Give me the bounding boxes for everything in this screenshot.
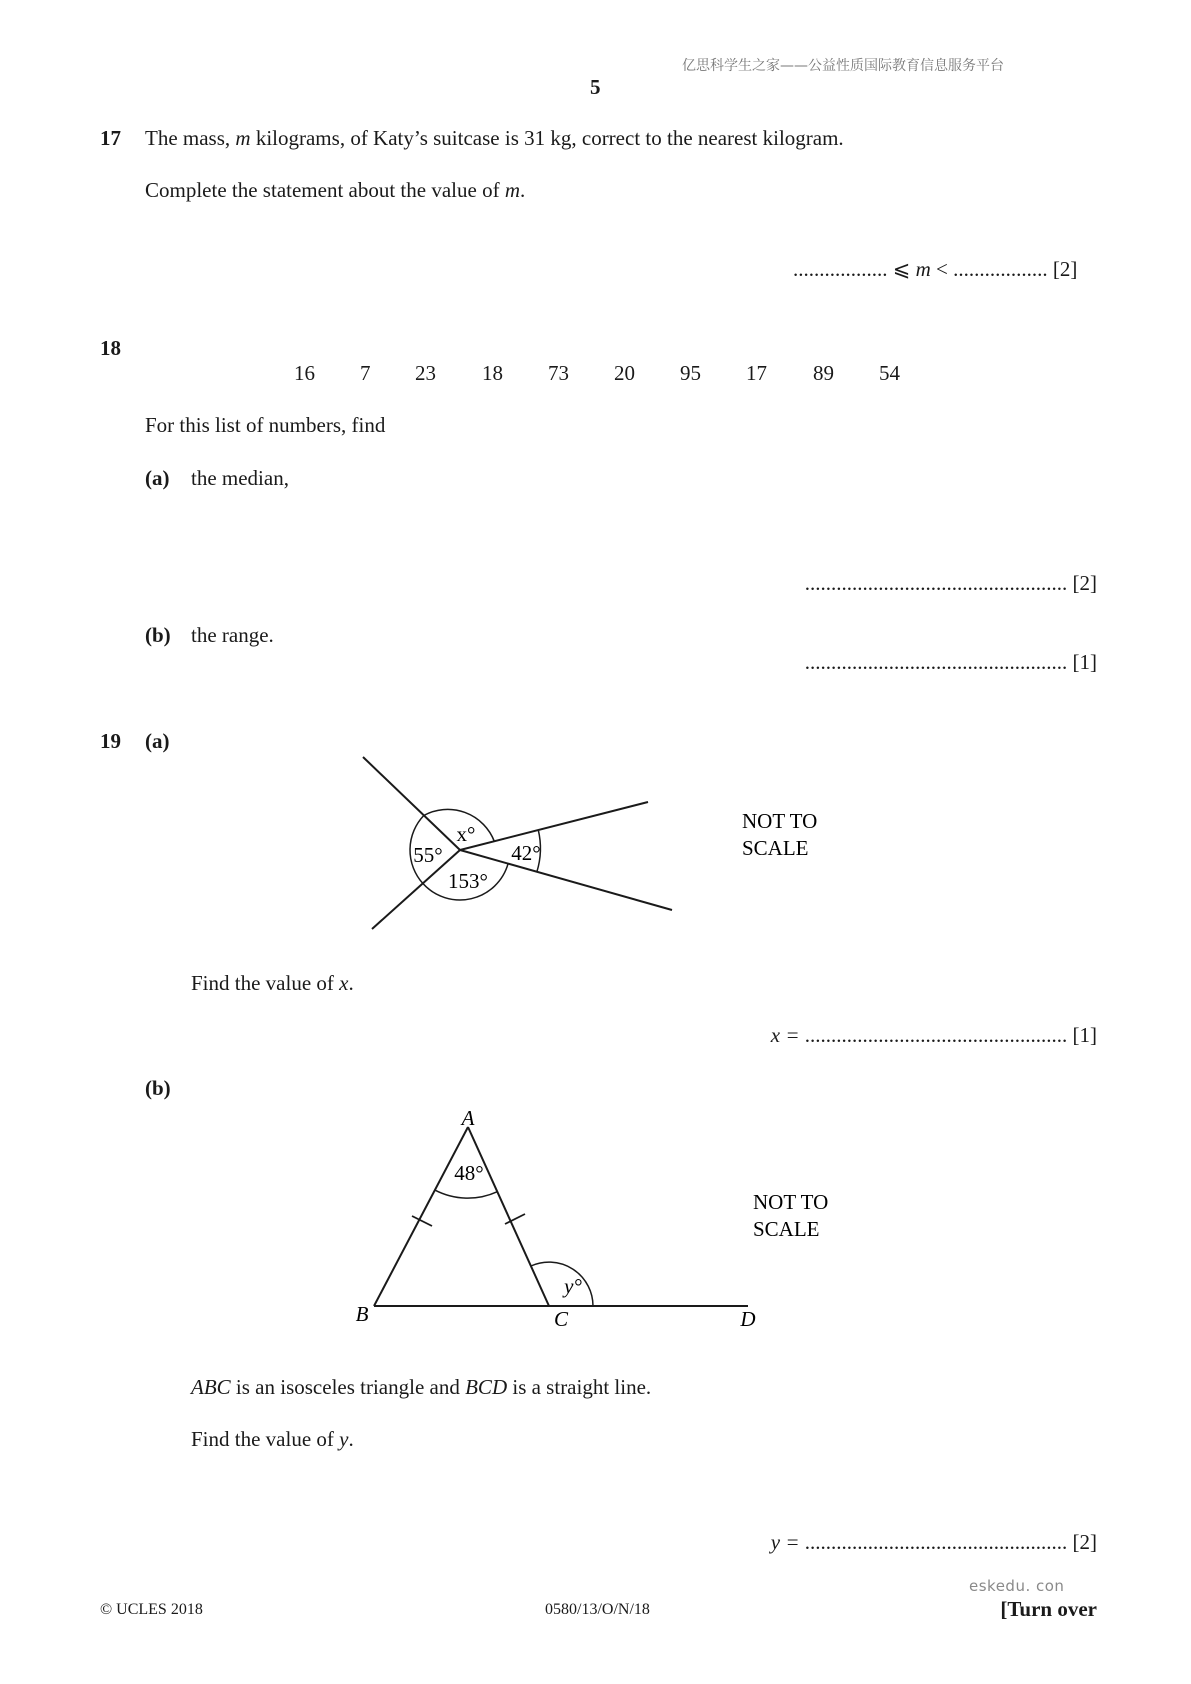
list-number: 89 (813, 361, 834, 385)
question-19b-marks: [2] (1072, 1530, 1097, 1554)
list-number: 7 (360, 361, 371, 385)
ray-upper-right (460, 802, 648, 850)
vertex-D-label: D (740, 1307, 756, 1331)
footer-paper-code: 0580/13/O/N/18 (545, 1601, 650, 1618)
list-number: 20 (614, 361, 635, 385)
ray-lower-right (460, 850, 672, 910)
angle-42-label: 42° (511, 841, 541, 865)
list-number: 73 (548, 361, 569, 385)
not-to-scale-line-2: SCALE (742, 836, 809, 860)
footer-copyright: © UCLES 2018 (100, 1601, 203, 1618)
list-number: 54 (879, 361, 900, 385)
footer-watermark: eskedu. con (969, 1577, 1065, 1595)
list-number: 16 (294, 361, 315, 385)
question-19b-answer-line[interactable]: y = .................................................. [2] (770, 1530, 1097, 1554)
not-to-scale-line-1: NOT TO (742, 809, 818, 833)
angle-y-label: y° (564, 1274, 582, 1298)
vertex-B-label: B (355, 1302, 369, 1326)
question-18a-label: (a) (145, 466, 170, 490)
question-18b-marks: [1] (1072, 650, 1097, 674)
vertex-A-label: A (461, 1106, 475, 1130)
arc-y (531, 1262, 593, 1306)
question-19b-find: Find the value of y. (191, 1427, 354, 1451)
header-watermark: 亿思科学生之家——公益性质国际教育信息服务平台 (682, 58, 1004, 74)
question-17-instruction: Complete the statement about the value of m. (145, 178, 526, 202)
question-18a-text: the median, (191, 466, 289, 490)
angle-55-label: 55° (413, 843, 443, 867)
question-19b-statement: ABC is an isosceles triangle and BCD is a straight line. (191, 1375, 652, 1399)
question-18a-marks: [2] (1072, 571, 1097, 595)
not-to-scale-b-line-1: NOT TO (753, 1190, 829, 1214)
question-17-answer-line[interactable]: .................. ⩽ m < .................. [2] (793, 257, 1078, 281)
list-number: 23 (415, 361, 436, 385)
question-19-number: 19 (100, 729, 121, 753)
angle-153-label: 153° (448, 869, 488, 893)
question-19a-answer-line[interactable]: x = .................................................. [1] (770, 1023, 1097, 1047)
question-17-marks: [2] (1052, 257, 1078, 281)
question-17-text: The mass, m kilograms, of Katy’s suitcase is 31 kg, correct to the nearest kilogram. (145, 126, 844, 150)
angle-x-label: x° (456, 822, 476, 846)
question-18-number: 18 (100, 336, 121, 360)
list-number: 17 (746, 361, 767, 385)
vertex-C-label: C (553, 1307, 569, 1331)
arc-48 (435, 1190, 497, 1198)
not-to-scale-b-line-2: SCALE (753, 1217, 820, 1241)
question-19a-marks: [1] (1072, 1023, 1097, 1047)
side-AB (374, 1127, 468, 1306)
question-18b-label: (b) (145, 623, 171, 647)
question-19a-label: (a) (145, 729, 170, 753)
question-19b-label: (b) (145, 1076, 171, 1100)
side-AC (468, 1127, 549, 1306)
list-number: 95 (680, 361, 701, 385)
page-number: 5 (590, 75, 601, 99)
question-18b-answer-line[interactable]: .................................................. [1] (804, 650, 1097, 674)
list-number: 18 (482, 361, 503, 385)
question-18a-answer-line[interactable]: .................................................. [2] (804, 571, 1097, 595)
question-19a-find: Find the value of x. (191, 971, 354, 995)
angle-48-label: 48° (454, 1161, 484, 1185)
tick-mark-AB (412, 1216, 432, 1226)
question-17-number: 17 (100, 126, 121, 150)
question-18-prompt: For this list of numbers, find (145, 413, 386, 437)
turn-over-label: [Turn over (1000, 1597, 1097, 1621)
question-18b-text: the range. (191, 623, 274, 647)
